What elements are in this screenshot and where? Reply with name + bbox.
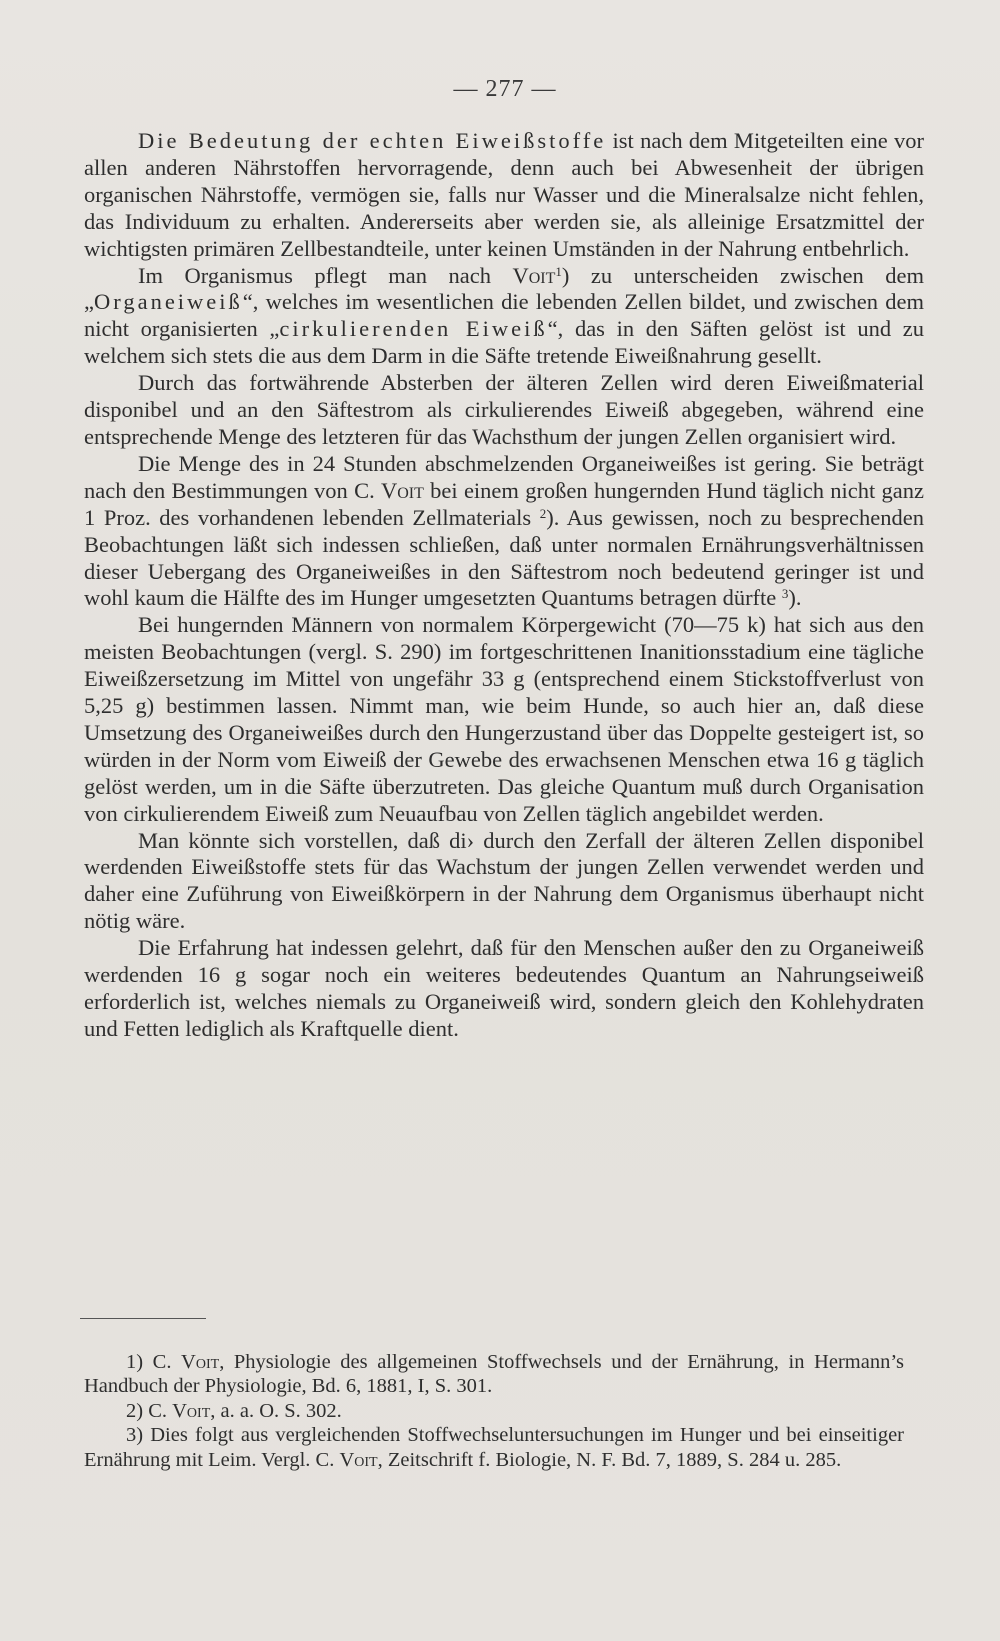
text-run: , Zeitschrift f. Biologie, N. F. Bd. 7, 1889, S. 284 u. 285. (377, 1448, 842, 1471)
paragraph (84, 612, 924, 827)
footnote (84, 1423, 904, 1472)
footnotes (84, 1350, 904, 1472)
footnote-ref: 3 (781, 586, 789, 602)
paragraph (84, 263, 924, 371)
text-run: , a. a. O. S. 302. (210, 1399, 342, 1422)
paragraph (84, 935, 924, 1043)
author-name: Voit (172, 1399, 211, 1422)
footnote (84, 1350, 904, 1399)
author-name: Voit (380, 477, 424, 503)
text-run: 3) Dies folgt aus vergleichenden Stoffwechseluntersuchungen im Hunger und bei einseitiger Ernährung mit Leim. Vergl. C. (84, 1424, 904, 1471)
text-run: Im Organismus pflegt man nach (138, 262, 513, 288)
text-run: ). (788, 585, 802, 611)
text-run: 1) C. (126, 1351, 182, 1373)
text-run: Die Menge des in 24 Stunden abschmelzenden Organeiweißes ist gering. Sie beträgt nach den Bestimmungen von C. (84, 450, 924, 503)
paragraph (84, 128, 924, 263)
author-name: Voit (512, 262, 556, 288)
text-run: , Physiologie des allgemeinen Stoffwechsels und der Ernährung, in Hermann’s Handbuch der Physiologie, Bd. 6, 1881, I, S. 301. (84, 1351, 904, 1398)
footnote-ref: 2 (539, 505, 547, 521)
text-run: bei einem großen hungernden Hund täglich nicht ganz 1 Proz. des vorhandenen lebenden Zellmaterials (84, 477, 924, 530)
emphasized-term: Die Bedeutung der echten Eiweißstoffe (138, 128, 607, 153)
page-number: — 277 — (453, 76, 557, 102)
author-name: Voit (339, 1448, 378, 1471)
main-text (84, 128, 924, 1043)
emphasized-term: cirkulierenden Eiweiß (279, 316, 548, 342)
text-run: ) zu unterscheiden zwischen dem „ (84, 262, 924, 315)
text-run: Die Erfahrung hat indessen gelehrt, daß für den Menschen außer den zu Organeiweiß werdenden 16 g sogar noch ein weiteres bedeutendes Quantum an Nahrungseiweiß erforderlich ist, welches niemals zu Organeiweiß wird, sondern gleich den Kohlehydraten und Fetten lediglich als Kraftquelle dient. (84, 935, 924, 1041)
text-run: 2) C. (126, 1399, 173, 1422)
emphasized-term: Organeiweiß (94, 289, 243, 315)
text-run: Man könnte sich vorstellen, daß di› durch den Zerfall der älteren Zellen disponibel werdenden Eiweißstoffe stets für das Wachstum der jungen Zellen verwendet werden und daher eine Zuführung von Eiweißkörpern in der Nahrung dem Organismus überhaupt nicht nötig wäre. (84, 827, 924, 934)
paragraph (84, 370, 924, 451)
text-run: “, welches im wesentlichen die lebenden Zellen bildet, und zwischen dem nicht organisierten „ (84, 289, 924, 342)
text-run: ist nach dem Mitgeteilten eine vor allen anderen Nährstoffen hervorragende, denn auch bei Abwesenheit der übrigen organischen Nährstoffe, vermögen sie, falls nur Wasser und die Mineralsalze nicht fehlen, das Individuum zu erhalten. Andererseits aber werden sie, als alleinige Ersatzmittel der wichtigsten primären Zellbestandteile, unter keinen Umständen in der Nahrung entbehrlich. (84, 128, 924, 261)
footnote (84, 1399, 904, 1423)
paragraph (84, 828, 924, 936)
footnote-ref: 1 (555, 263, 562, 279)
author-name: Voit (181, 1351, 220, 1373)
paragraph (84, 451, 924, 612)
text-run: Durch das fortwährende Absterben der älteren Zellen wird deren Eiweißmaterial disponibel und an den Säftestrom als cirkulierendes Eiweiß abgegeben, während eine entsprechende Menge des letzteren für das Wachsthum der jungen Zellen organisiert wird. (84, 370, 924, 449)
text-run: ). Aus gewissen, noch zu besprechenden Beobachtungen läßt sich indessen schließen, daß unter normalen Ernährungsverhältnissen dieser Uebergang des Organeiweißes in den Säftestrom noch bedeutend geringer ist und wohl kaum die Hälfte des im Hunger umgesetzten Quantums betragen dürfte (84, 504, 924, 611)
text-run: “, das in den Säften gelöst ist und zu welchem sich stets die aus dem Darm in die Säfte tretende Eiweißnahrung gesellt. (84, 316, 924, 369)
footnote-divider (80, 1318, 206, 1319)
text-run: Bei hungernden Männern von normalem Körpergewicht (70—75 k) hat sich aus den meisten Beobachtungen (vergl. S. 290) im fortgeschrittenen Inanitionsstadium eine tägliche Eiweißzersetzung im Mittel von ungefähr 33 g (entsprechend einem Stickstoffverlust von 5,25 g) bestimmen lassen. Nimmt man, wie beim Hunde, so auch hier an, daß diese Umsetzung des Organeiweißes durch den Hungerzustand über das Doppelte gesteigert ist, so würden in der Norm vom Eiweiß der Gewebe des erwachsenen Menschen etwa 16 g täglich gelöst werden, um in die Säfte überzutreten. Das gleiche Quantum muß durch Organisation von cirkulierendem Eiweiß zum Neuaufbau von Zellen täglich angebildet werden. (84, 612, 924, 826)
